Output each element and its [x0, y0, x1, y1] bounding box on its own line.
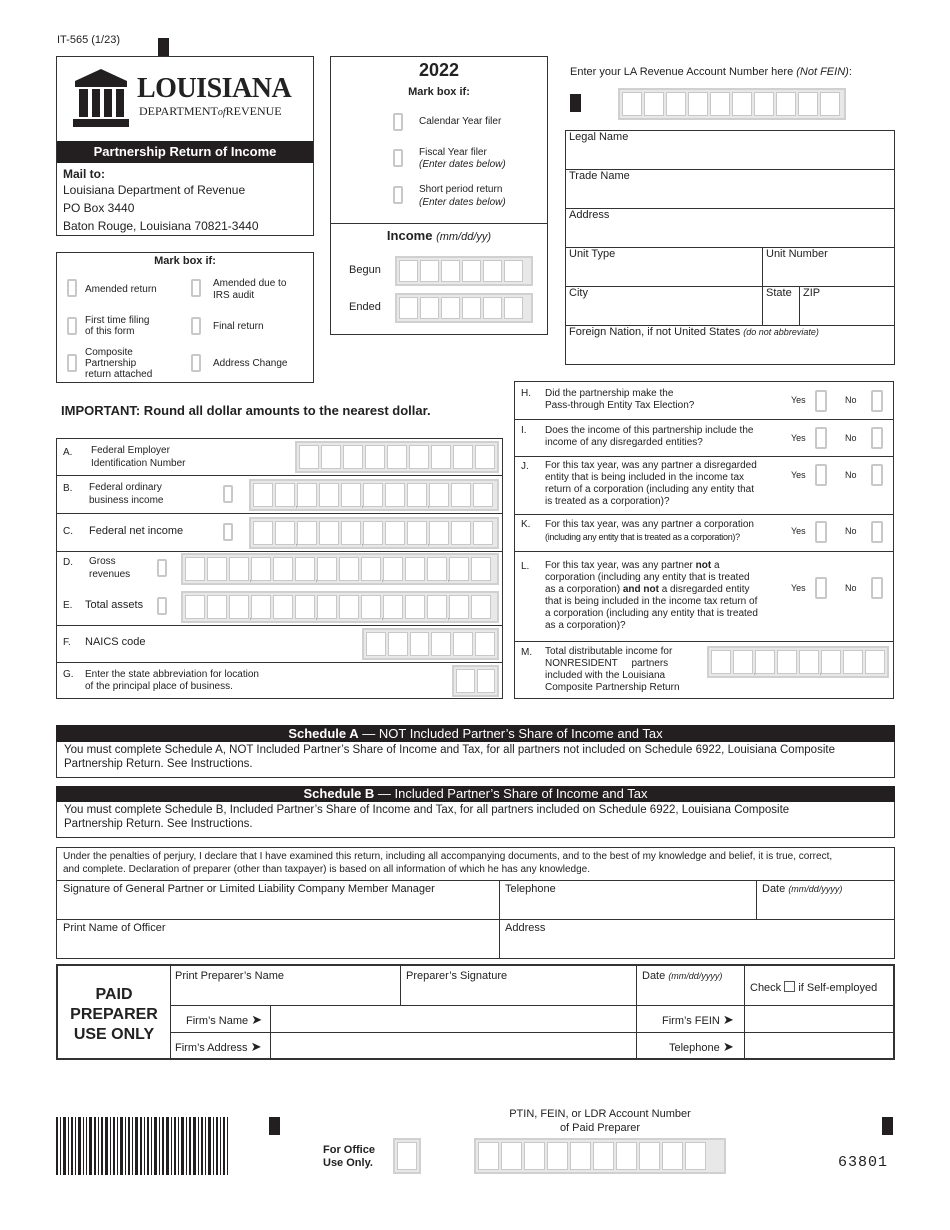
registration-mark [570, 94, 581, 112]
print-name-field[interactable] [57, 935, 499, 958]
amended-mark-label: Mark box if: [154, 255, 216, 267]
q-k-no-checkbox[interactable] [871, 521, 883, 543]
gross-revenues-field[interactable] [181, 553, 499, 585]
unit-type-label: Unit Type [569, 248, 616, 260]
q-l-line-1: For this tax year, was any partner not a [545, 560, 720, 571]
registration-mark [158, 38, 169, 56]
city-field[interactable] [566, 299, 762, 325]
firm-address-label: Firm’s Address ➤ [175, 1039, 262, 1054]
q-h-no-label: No [845, 395, 857, 405]
q-l-yes-label: Yes [791, 583, 806, 593]
firm-telephone-field[interactable] [745, 1033, 893, 1058]
mail-line-2: PO Box 3440 [63, 201, 135, 215]
q-k-no-label: No [845, 526, 857, 536]
line-g-label-1: Enter the state abbreviation for location [85, 669, 259, 680]
taxpayer-info-box [565, 130, 895, 365]
preparer-name-label: Print Preparer’s Name [175, 970, 285, 982]
fiscal-year-label: Fiscal Year filer [419, 147, 487, 158]
telephone-field[interactable] [500, 896, 756, 919]
federal-ordinary-income-field[interactable] [249, 479, 499, 511]
ptin-label-2: of Paid Preparer [559, 1122, 641, 1134]
state-label: State [766, 287, 792, 299]
legal-name-field[interactable] [566, 143, 894, 169]
first-time-label-1: First time filing [85, 315, 150, 326]
questions-box [514, 381, 894, 699]
important-note: IMPORTANT: Round all dollar amounts to the nearest dollar. [61, 403, 431, 418]
nonresident-income-field[interactable] [707, 646, 889, 678]
barcode-icon [56, 1117, 228, 1175]
begun-label: Begun [349, 264, 381, 276]
legal-name-label: Legal Name [569, 131, 629, 143]
line-b-label-1: Federal ordinary [89, 482, 162, 493]
q-h-letter: H. [521, 388, 531, 399]
line-d-loss-box[interactable] [157, 559, 167, 577]
office-use-label-1: For Office [323, 1144, 375, 1156]
mail-line-3: Baton Rouge, Louisiana 70821-3440 [63, 219, 259, 233]
firm-fein-label: Firm’s FEIN ➤ [662, 1012, 734, 1027]
firm-address-field[interactable] [271, 1033, 636, 1058]
address-label: Address [569, 209, 610, 221]
q-k-line-2: (including any entity that is treated as a corporation)? [545, 532, 740, 542]
amended-return-checkbox[interactable] [67, 279, 77, 297]
mail-line-1: Louisiana Department of Revenue [63, 183, 246, 197]
line-b-loss-box[interactable] [223, 485, 233, 503]
irs-audit-label-1: Amended due to [213, 278, 287, 289]
q-j-line-1: For this tax year, was any partner a disregarded [545, 460, 757, 471]
short-period-label: Short period return [419, 184, 503, 195]
header-box [56, 56, 314, 236]
form-id: IT-565 (1/23) [57, 34, 120, 46]
final-return-checkbox[interactable] [191, 317, 201, 335]
officer-address-label: Address [505, 922, 546, 934]
federal-net-income-field[interactable] [249, 517, 499, 549]
q-m-line-2: NONRESIDENT partners [545, 658, 669, 669]
line-e-label: Total assets [85, 599, 144, 611]
line-c-letter: C. [63, 526, 73, 537]
account-prompt: Enter your LA Revenue Account Number here (Not FEIN): [570, 66, 852, 78]
declaration-line-2: and complete. Declaration of preparer (other than taxpayer) is based on all information of which he has any knowledge. [63, 864, 590, 875]
ended-date-field[interactable] [395, 293, 533, 323]
state-field[interactable] [763, 299, 799, 325]
q-k-yes-checkbox[interactable] [815, 521, 827, 543]
line-d-label-2: revenues [89, 569, 131, 580]
line-a-letter: A. [63, 447, 73, 458]
schedule-b-header: Schedule B — Included Partner’s Share of Income and Tax [56, 786, 895, 802]
schedule-b-line-2: Partnership Return. See Instructions. [64, 818, 253, 830]
use-only-label: USE ONLY [73, 1026, 155, 1043]
q-j-line-4: is treated as a corporation)? [545, 496, 670, 507]
trade-name-label: Trade Name [569, 170, 630, 182]
line-e-letter: E. [63, 600, 73, 611]
q-l-line-2: corporation (including any entity that is treated [545, 572, 750, 583]
declaration-line-1: Under the penalties of perjury, I declare that I have examined this return, including all accompanying documents, and to the best of my knowledge and belief, it is true, correct, [63, 851, 833, 862]
line-f-label: NAICS code [85, 636, 146, 648]
office-use-label-2: Use Only. [323, 1157, 373, 1169]
irs-audit-checkbox[interactable] [191, 279, 201, 297]
firm-fein-field[interactable] [745, 1006, 893, 1032]
address-change-checkbox[interactable] [191, 354, 201, 372]
first-time-label-2: of this form [85, 326, 135, 337]
q-i-yes-checkbox[interactable] [815, 427, 827, 449]
line-b-letter: B. [63, 483, 73, 494]
firm-telephone-label: Telephone ➤ [669, 1039, 734, 1054]
form-title: Partnership Return of Income [57, 141, 313, 163]
q-i-line-2: income of any disregarded entities? [545, 437, 703, 448]
trade-name-field[interactable] [566, 182, 894, 208]
composite-label-1: Composite [85, 347, 133, 358]
calendar-year-label: Calendar Year filer [419, 116, 502, 127]
q-k-yes-label: Yes [791, 526, 806, 536]
schedule-a-line-2: Partnership Return. See Instructions. [64, 758, 253, 770]
mail-to-label: Mail to: [63, 167, 105, 181]
q-j-line-3: return of a corporation (including any entity that [545, 484, 755, 495]
fiscal-year-note: (Enter dates below) [419, 159, 506, 170]
date-label: Date (mm/dd/yyyy) [762, 883, 843, 895]
line-d-letter: D. [63, 557, 73, 568]
q-j-yes-checkbox[interactable] [815, 464, 827, 486]
income-period-box [330, 223, 548, 335]
q-j-line-2: entity that is being included in the income tax [545, 472, 745, 483]
amended-box [56, 252, 314, 383]
preparer-date-field[interactable] [637, 982, 744, 1005]
year-box [330, 56, 548, 224]
q-j-no-label: No [845, 470, 857, 480]
ended-label: Ended [349, 301, 381, 313]
city-label: City [569, 287, 588, 299]
q-m-line-3: included with the Louisiana [545, 670, 666, 681]
line-f-letter: F. [63, 637, 71, 648]
q-l-no-label: No [845, 583, 857, 593]
unit-number-field[interactable] [763, 260, 894, 286]
line-c-loss-box[interactable] [223, 523, 233, 541]
zip-label: ZIP [803, 287, 821, 299]
la-account-number-field[interactable] [618, 88, 846, 120]
arrow-right-icon: ➤ [722, 1012, 734, 1027]
q-m-line-4: Composite Partnership Return [545, 682, 680, 693]
calendar-year-checkbox[interactable] [393, 113, 403, 131]
line-g-letter: G. [63, 669, 74, 680]
amended-return-label: Amended return [85, 284, 157, 295]
telephone-label: Telephone [505, 883, 556, 895]
logo-subtitle: DEPARTMENTofREVENUE [139, 104, 282, 118]
line-a-label-2: Identification Number [91, 458, 186, 469]
arrow-right-icon: ➤ [251, 1012, 263, 1027]
registration-mark [269, 1117, 280, 1135]
officer-address-field[interactable] [500, 935, 894, 958]
line-g-label-2: of the principal place of business. [85, 681, 233, 692]
signature-field[interactable] [57, 896, 499, 919]
line-e-loss-box[interactable] [157, 597, 167, 615]
short-period-note: (Enter dates below) [419, 197, 506, 208]
q-l-no-checkbox[interactable] [871, 577, 883, 599]
office-use-field [393, 1138, 421, 1174]
year-mark-label: Mark box if: [408, 86, 470, 98]
q-h-line-2: Pass-through Entity Tax Election? [545, 400, 695, 411]
short-period-checkbox[interactable] [393, 186, 403, 204]
naics-code-field[interactable] [362, 628, 499, 660]
q-l-yes-checkbox[interactable] [815, 577, 827, 599]
foreign-nation-field[interactable] [566, 338, 894, 364]
q-l-line-5: a corporation (including any entity that is treated [545, 608, 758, 619]
q-m-line-1: Total distributable income for [545, 646, 673, 657]
total-assets-field[interactable] [181, 591, 499, 623]
declaration-box [56, 847, 895, 959]
state-abbreviation-field[interactable] [452, 665, 499, 697]
q-l-line-6: as a corporation)? [545, 620, 626, 631]
first-time-filing-checkbox[interactable] [67, 317, 77, 335]
q-h-line-1: Did the partnership make the [545, 388, 674, 399]
line-d-label-1: Gross [89, 556, 116, 567]
preparer-signature-label: Preparer’s Signature [406, 970, 508, 982]
address-change-label: Address Change [213, 358, 288, 369]
unit-type-field[interactable] [566, 260, 762, 286]
q-i-letter: I. [521, 425, 527, 436]
q-l-line-4: that is being included in the income tax return of [545, 596, 758, 607]
composite-attached-checkbox[interactable] [67, 354, 77, 372]
arrow-right-icon: ➤ [722, 1039, 734, 1054]
address-field[interactable] [566, 221, 894, 247]
q-h-no-checkbox[interactable] [871, 390, 883, 412]
schedule-a-header: Schedule A — NOT Included Partner’s Share of Income and Tax [56, 725, 895, 742]
income-label: Income (mm/dd/yy) [386, 228, 492, 243]
q-j-yes-label: Yes [791, 470, 806, 480]
tax-year: 2022 [418, 60, 460, 80]
q-i-no-label: No [845, 433, 857, 443]
q-k-line-1: For this tax year, was any partner a corporation [545, 519, 754, 530]
schedule-a-line-1: You must complete Schedule A, NOT Included Partner’s Share of Income and Tax, for all partners not included on Schedule 6922, Louisiana Composite [64, 744, 835, 756]
q-j-no-checkbox[interactable] [871, 464, 883, 486]
ptin-label-1: PTIN, FEIN, or LDR Account Number [509, 1108, 691, 1120]
q-h-yes-checkbox[interactable] [815, 390, 827, 412]
unit-number-label: Unit Number [766, 248, 828, 260]
paid-label: PAID [95, 986, 133, 1003]
self-employed-checkbox[interactable] [784, 981, 795, 992]
preparer-date-label: Date (mm/dd/yyyy) [642, 970, 723, 982]
q-l-line-3: as a corporation) and not a disregarded entity [545, 584, 750, 595]
irs-audit-label-2: IRS audit [213, 290, 255, 301]
q-i-yes-label: Yes [791, 433, 806, 443]
q-i-no-checkbox[interactable] [871, 427, 883, 449]
signature-label: Signature of General Partner or Limited Liability Company Member Manager [63, 883, 435, 895]
q-i-line-1: Does the income of this partnership include the [545, 425, 754, 436]
ptin-field[interactable] [474, 1138, 726, 1174]
firm-name-label: Firm’s Name ➤ [186, 1012, 263, 1027]
lines-a-g-box [56, 438, 503, 699]
registration-mark [882, 1117, 893, 1135]
fiscal-year-checkbox[interactable] [393, 149, 403, 167]
preparer-label: PREPARER [70, 1006, 158, 1023]
signature-date-field[interactable] [757, 896, 894, 919]
schedule-b-line-1: You must complete Schedule B, Included Partner’s Share of Income and Tax, for all partners included on Schedule 6922, Louisiana Composite [64, 804, 790, 816]
ldr-logo-icon [69, 67, 133, 129]
final-return-label: Final return [213, 321, 264, 332]
q-h-yes-label: Yes [791, 395, 806, 405]
q-k-letter: K. [521, 519, 531, 530]
composite-label-3: return attached [85, 369, 153, 380]
arrow-right-icon: ➤ [250, 1039, 262, 1054]
print-name-label: Print Name of Officer [63, 922, 166, 934]
schedule-b-box [56, 802, 895, 838]
form-code: 63801 [838, 1154, 889, 1171]
preparer-signature-field[interactable] [401, 982, 636, 1005]
begun-date-field[interactable] [395, 256, 533, 286]
composite-label-2: Partnership [85, 358, 137, 369]
zip-field[interactable] [800, 299, 894, 325]
paid-preparer-box [56, 964, 895, 1060]
schedule-a-box [56, 742, 895, 778]
foreign-nation-label: Foreign Nation, if not United States (do not abbreviate) [569, 326, 819, 338]
q-m-letter: M. [521, 647, 533, 658]
firm-name-field[interactable] [271, 1006, 636, 1032]
fein-field[interactable] [295, 441, 499, 473]
logo-name: LOUISIANA [137, 73, 292, 104]
q-l-letter: L. [521, 561, 530, 572]
preparer-name-field[interactable] [171, 982, 400, 1005]
line-a-label-1: Federal Employer [91, 445, 170, 456]
line-b-label-2: business income [89, 495, 164, 506]
q-j-letter: J. [521, 461, 529, 472]
line-c-label: Federal net income [89, 525, 184, 537]
self-employed-label: Check if Self-employed [750, 982, 878, 994]
